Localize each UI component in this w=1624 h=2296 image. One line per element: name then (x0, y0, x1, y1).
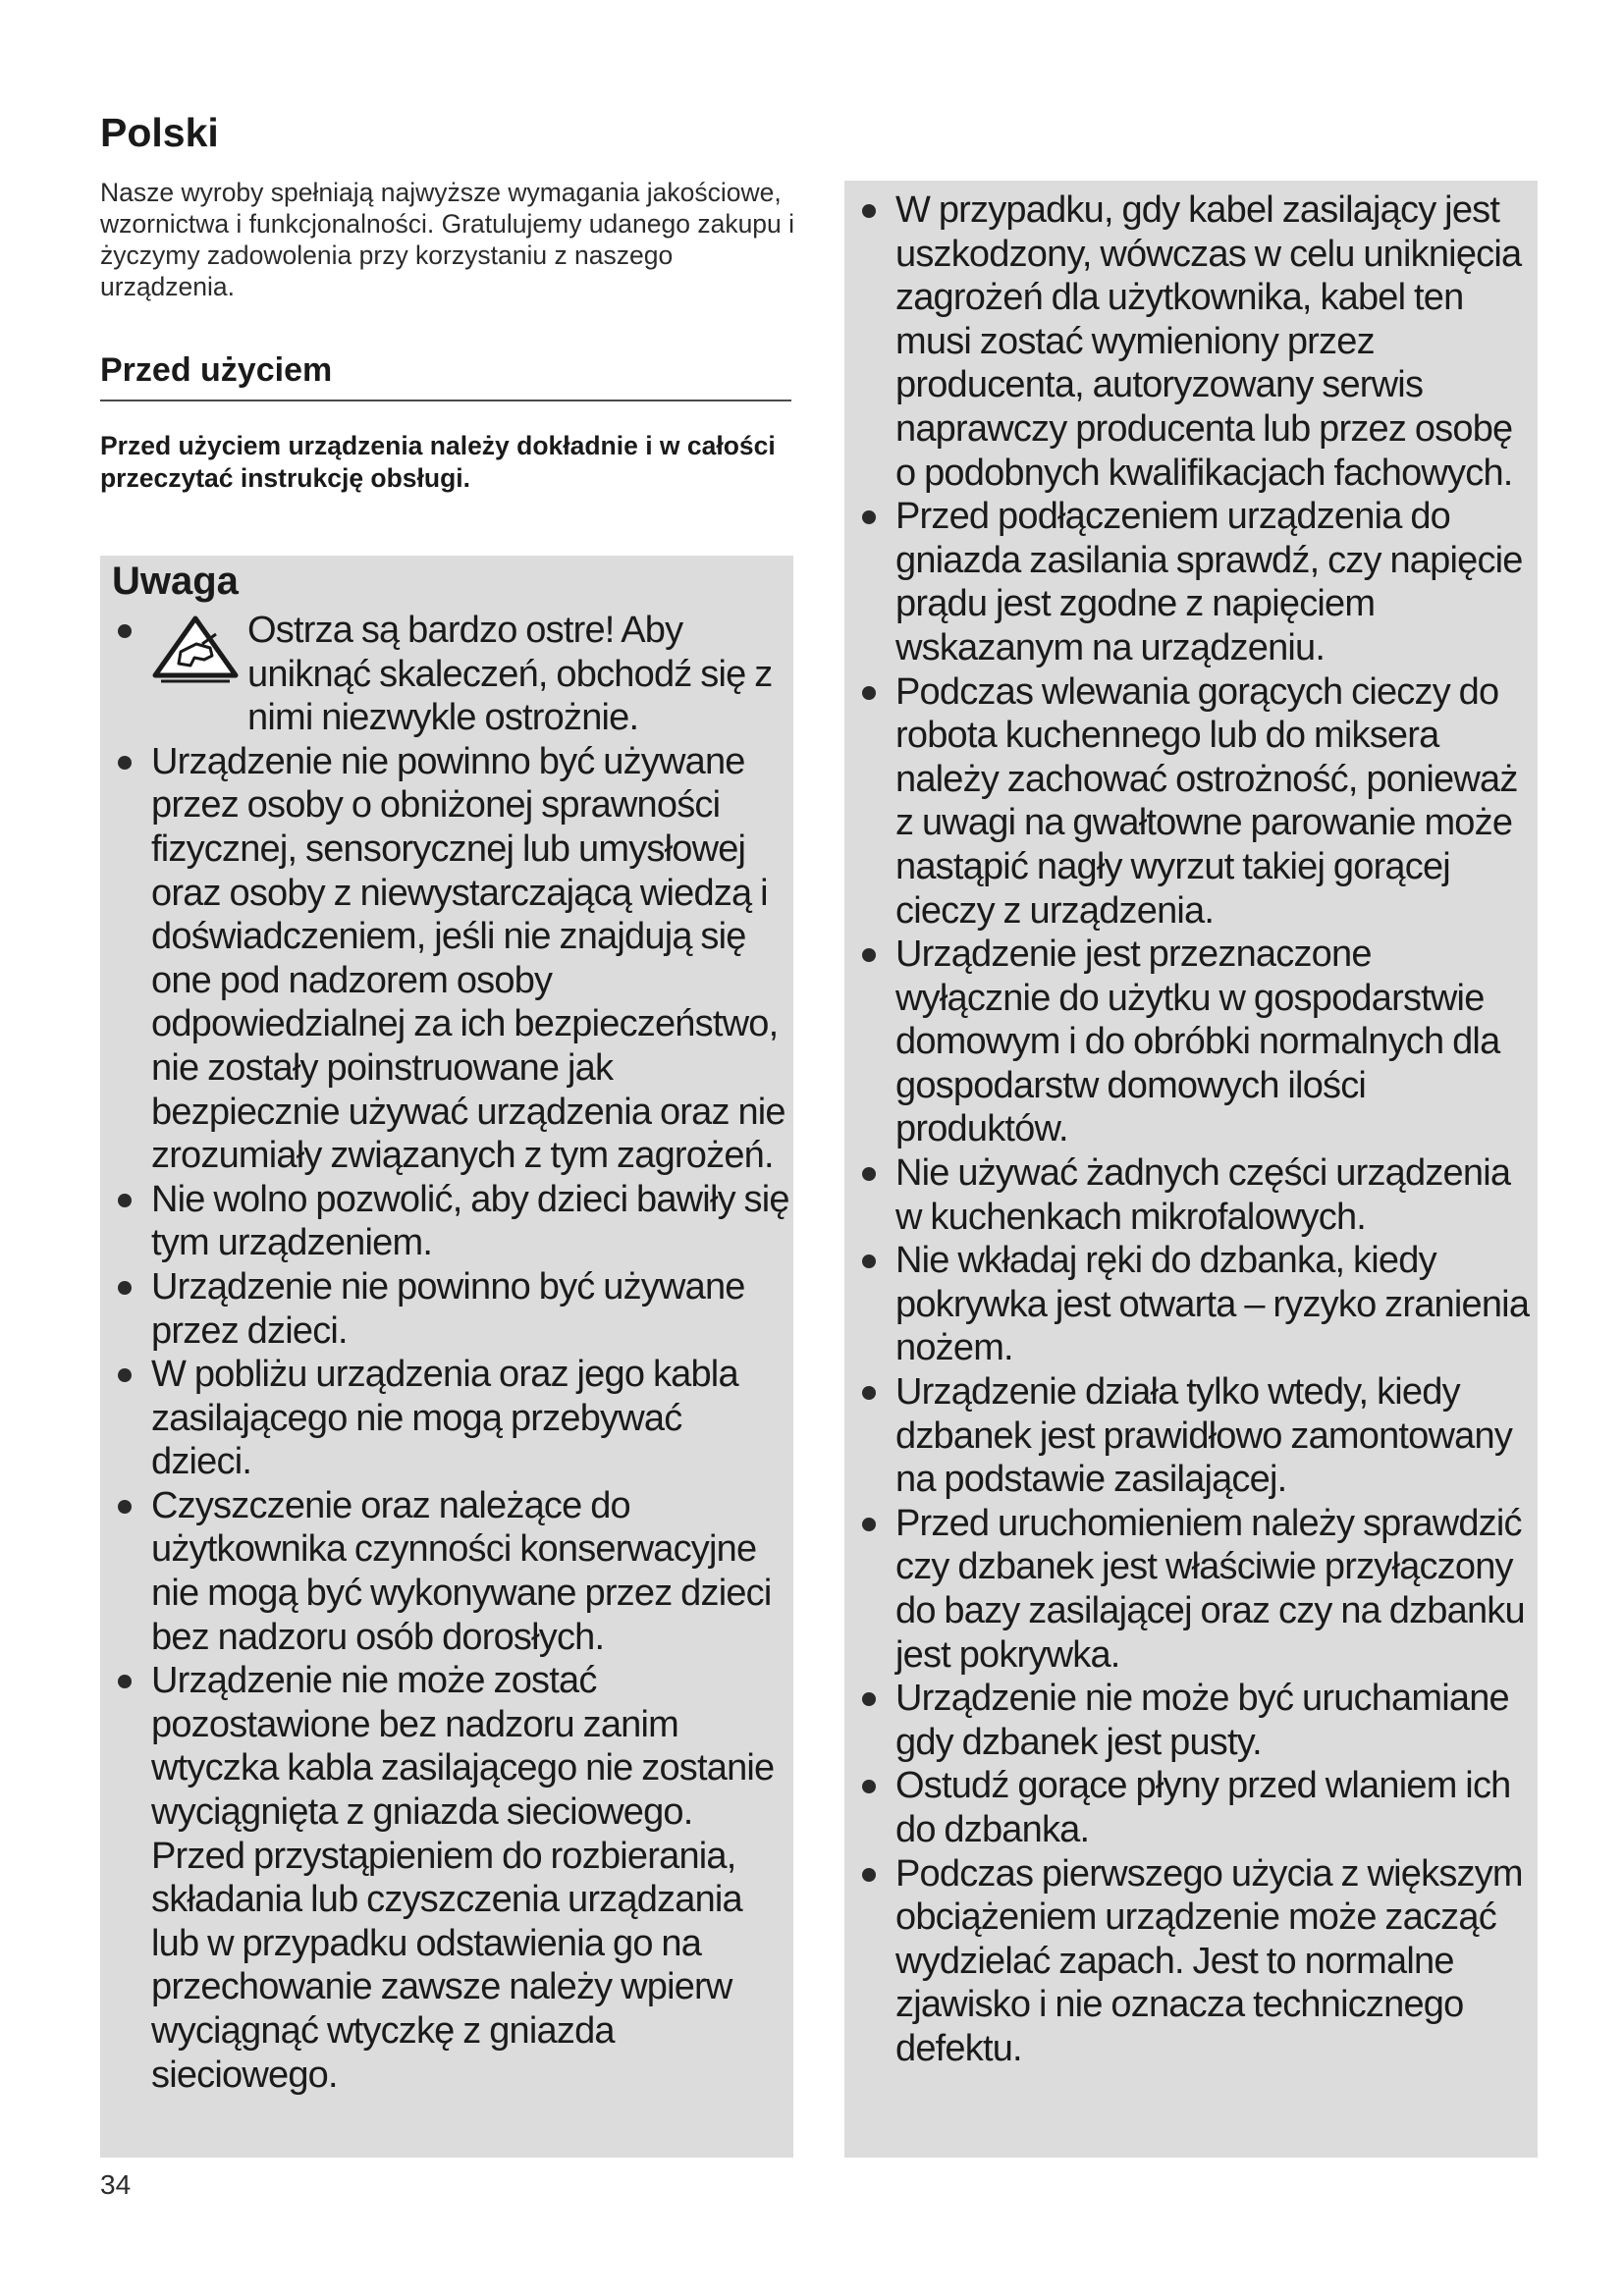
list-item: Urządzenie działa tylko wtedy, kiedy dzbanek jest prawidłowo zamontowany na podstawie zasilającej. (856, 1370, 1534, 1502)
list-item: Przed uruchomieniem należy sprawdzić czy dzbanek jest właściwie przyłączony do bazy zasilającej oraz czy na dzbanku jest pokrywka. (856, 1502, 1534, 1677)
list-item (112, 609, 789, 740)
warning-title: Uwaga (112, 560, 239, 603)
list-item: Nie wkładaj ręki do dzbanka, kiedy pokrywka jest otwarta – ryzyko zranienia nożem. (856, 1239, 1534, 1370)
list-item: Nie wolno pozwolić, aby dzieci bawiły się tym urządzeniem. (112, 1178, 789, 1265)
section-heading: Przed użyciem (100, 351, 791, 401)
list-item: Podczas pierwszego użycia z większym obciążeniem urządzenie może zacząć wydzielać zapach. Jest to normalne zjawisko i nie oznacza technicznego defektu. (856, 1852, 1534, 2071)
warning-list-right (856, 188, 1534, 2071)
page-number: 34 (100, 2169, 132, 2200)
warning-list-left (112, 609, 789, 2097)
warning-box-right (844, 181, 1538, 2158)
hand-blade-warning-icon (151, 614, 240, 685)
list-item: Urządzenie nie powinno być używane przez dzieci. (112, 1265, 789, 1353)
list-item: Urządzenie nie może zostać pozostawione bez nadzoru zanim wtyczka kabla zasilającego nie zostanie wyciągnięta z gniazda sieciowego. Przed przystąpieniem do rozbierania, składania lub czyszczenia urządzania lub w przypadku odstawienia go na przechowanie zawsze należy wpierw wyciągnąć wtyczkę z gniazda sieciowego. (112, 1659, 789, 2097)
list-item: Ostudź gorące płyny przed wlaniem ich do dzbanka. (856, 1764, 1534, 1851)
intro-paragraph: Nasze wyroby spełniają najwyższe wymagania jakościowe, wzornictwa i funkcjonalności. Gratulujemy udanego zakupu i życzymy zadowolenia przy korzystaniu z naszego urządzenia. (100, 178, 795, 301)
list-item: Podczas wlewania gorących cieczy do robota kuchennego lub do miksera należy zachować ostrożność, ponieważ z uwagi na gwałtowne parowanie może nastąpić nagły wyrzut takiej gorącej cieczy z urządzenia. (856, 670, 1534, 934)
list-item: W pobliżu urządzenia oraz jego kabla zasilającego nie mogą przebywać dzieci. (112, 1353, 789, 1484)
list-item-text: Ostrza są bardzo ostre! Aby uniknąć skaleczeń, obchodź się z nimi niezwykle ostrożnie. (247, 610, 773, 739)
list-item: Urządzenie nie powinno być używane przez osoby o obniżonej sprawności fizycznej, sensorycznej lub umysłowej oraz osoby z niewystarczającą wiedzą i doświadczeniem, jeśli nie znajdują się one pod nadzorem osoby odpowiedzialnej za ich bezpieczeństwo, nie zostały poinstruowane jak bezpiecznie używać urządzenia oraz nie zrozumiały związanych z tym zagrożeń. (112, 740, 789, 1178)
list-item: Przed podłączeniem urządzenia do gniazda zasilania sprawdź, czy napięcie prądu jest zgodne z napięciem wskazanym na urządzeniu. (856, 495, 1534, 669)
section-note: Przed użyciem urządzenia należy dokładnie i w całości przeczytać instrukcję obsługi. (100, 431, 776, 493)
page-title: Polski (100, 110, 219, 155)
list-item: Czyszczenie oraz należące do użytkownika czynności konserwacyjne nie mogą być wykonywane przez dzieci bez nadzoru osób dorosłych. (112, 1484, 789, 1659)
list-item: Urządzenie nie może być uruchamiane gdy dzbanek jest pusty. (856, 1677, 1534, 1764)
warning-box-left (100, 556, 793, 2158)
list-item: Urządzenie jest przeznaczone wyłącznie do użytku w gospodarstwie domowym i do obróbki normalnych dla gospodarstw domowych ilości produktów. (856, 933, 1534, 1151)
list-item: Nie używać żadnych części urządzenia w kuchenkach mikrofalowych. (856, 1151, 1534, 1239)
list-item: W przypadku, gdy kabel zasilający jest uszkodzony, wówczas w celu uniknięcia zagrożeń dla użytkownika, kabel ten musi zostać wymieniony przez producenta, autoryzowany serwis naprawczy producenta lub przez osobę o podobnych kwalifikacjach fachowych. (856, 188, 1534, 495)
